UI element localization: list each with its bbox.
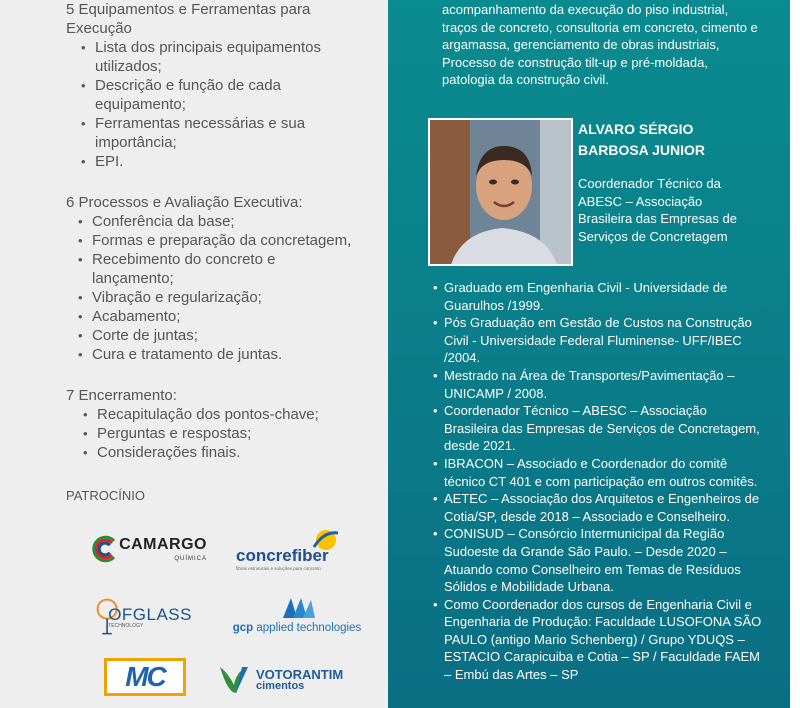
speaker-role: Coordenador Técnico da ABESC – Associação Brasileira das Empresas de Serviços de Concretagem	[578, 176, 737, 244]
concrefiber-logo	[236, 522, 344, 576]
bio-item: • Graduado em Engenharia Civil - Universidade de Guarulhos /1999.	[444, 279, 764, 314]
top-paragraph: acompanhamento da execução do piso industrial, traços de concreto, consultoria em concreto, cimento e argamassa, gerenciamento de obras industriais, Processo de construção tilt-up e pré-moldada, patologia da construção civil.	[442, 2, 758, 88]
section-6-title: 6 Processos e Avaliação Executiva:	[66, 194, 303, 211]
list-item: • Descrição e função de cada equipamento;	[95, 76, 355, 114]
list-item: • EPI.	[95, 152, 355, 171]
gcp-name: gcp	[232, 622, 254, 634]
votorantim-logo	[218, 660, 354, 700]
section-5-list	[95, 38, 355, 171]
speaker-name-line1: ALVARO SÉRGIO	[578, 121, 694, 137]
bio-item: • Mestrado na Área de Transportes/Pavimentação – UNICAMP / 2008.	[444, 367, 764, 402]
right-edge-strip	[790, 0, 800, 708]
list-item: • Considerações finais.	[97, 443, 367, 462]
votorantim-v-icon	[218, 663, 252, 697]
section-6-list	[92, 212, 372, 364]
section-7-title: 7 Encerramento:	[66, 387, 177, 404]
speaker-photo	[428, 118, 573, 266]
list-item: • Recapitulação dos pontos-chave;	[97, 405, 367, 424]
gcp-fan-icon	[277, 596, 317, 620]
list-item: • Acabamento;	[92, 307, 372, 326]
bio-item: • Pós Graduação em Gestão de Custos na Construção Civil - Universidade Federal Fluminense- UFF/IBEC /2004.	[444, 314, 764, 367]
ofglass-name: OFGLASS	[108, 604, 192, 624]
section-7	[66, 386, 376, 462]
bio-list	[444, 279, 764, 684]
votorantim-name: VOTORANTIM	[256, 667, 344, 682]
list-item: • Conferência da base;	[92, 212, 372, 231]
bio-item: • IBRACON – Associado e Coordenador do comitê técnico CT 401 e com participação em outros comitês.	[444, 455, 764, 490]
list-item: • Corte de juntas;	[92, 326, 372, 345]
votorantim-sub: cimentos	[256, 680, 305, 692]
mc-logo	[104, 658, 186, 696]
mc-name: MC	[125, 661, 165, 692]
list-item: • Cura e tratamento de juntas.	[92, 345, 372, 364]
bio-item: • Coordenador Técnico – ABESC – Associação Brasileira das Empresas de Serviços de Concretagem, desde 2021.	[444, 402, 764, 455]
gcp-rest: applied technologies	[256, 622, 362, 634]
camargo-emblem-icon	[92, 530, 117, 568]
bio-item: • CONISUD – Consórcio Intermunicipal da Região Sudoeste da Grande São Paulo. – Desde 2020 – Atuando como Conselheiro em Temas de Resíduos Sólidos e Mobilidade Urbana.	[444, 525, 764, 595]
camargo-sub: QUÍMICA	[174, 555, 207, 562]
bio-item: • Como Coordenador dos cursos de Engenharia Civil e Engenharia de Produção: Faculdade LUSOFONA SÃO PAULO (antigo Mario Schenberg) / Grupo YDUQS – ESTACIO Carapicuiba e Cotia – SP / Faculdade FAEM – Embú das Artes – SP	[444, 596, 764, 684]
list-item: • Lista dos principais equipamentos utilizados;	[95, 38, 355, 76]
section-7-list	[97, 405, 367, 462]
ofglass-logo	[96, 592, 192, 642]
section-6	[66, 193, 376, 364]
list-item: • Ferramentas necessárias e sua importância;	[95, 114, 355, 152]
section-5-title: 5 Equipamentos e Ferramentas para Execução	[66, 1, 311, 37]
list-item: • Perguntas e respostas;	[97, 424, 367, 443]
list-item: • Vibração e regularização;	[92, 288, 372, 307]
sponsor-heading: PATROCÍNIO	[66, 488, 145, 503]
right-column	[388, 0, 790, 708]
list-item: • Recebimento do concreto e lançamento;	[92, 250, 307, 288]
ofglass-sub: TECHNOLOGY	[108, 622, 144, 629]
concrefiber-tag: fibras estruturais e soluções para concreto	[236, 566, 321, 571]
bio-item: • AETEC – Associação dos Arquitetos e Engenheiros de Cotia/SP, desde 2018 – Associado e Conselheiro.	[444, 490, 764, 525]
list-item: • Formas e preparação da concretagem,	[92, 231, 372, 250]
camargo-logo	[92, 526, 207, 572]
gcp-logo	[226, 592, 368, 638]
section-5	[66, 0, 366, 171]
left-column	[0, 0, 388, 708]
camargo-name: CAMARGO	[119, 535, 207, 553]
concrefiber-name: concrefiber	[236, 546, 329, 565]
speaker-name	[578, 119, 705, 161]
speaker-name-line2: BARBOSA JUNIOR	[578, 142, 706, 158]
speaker-portrait-icon	[430, 120, 573, 266]
